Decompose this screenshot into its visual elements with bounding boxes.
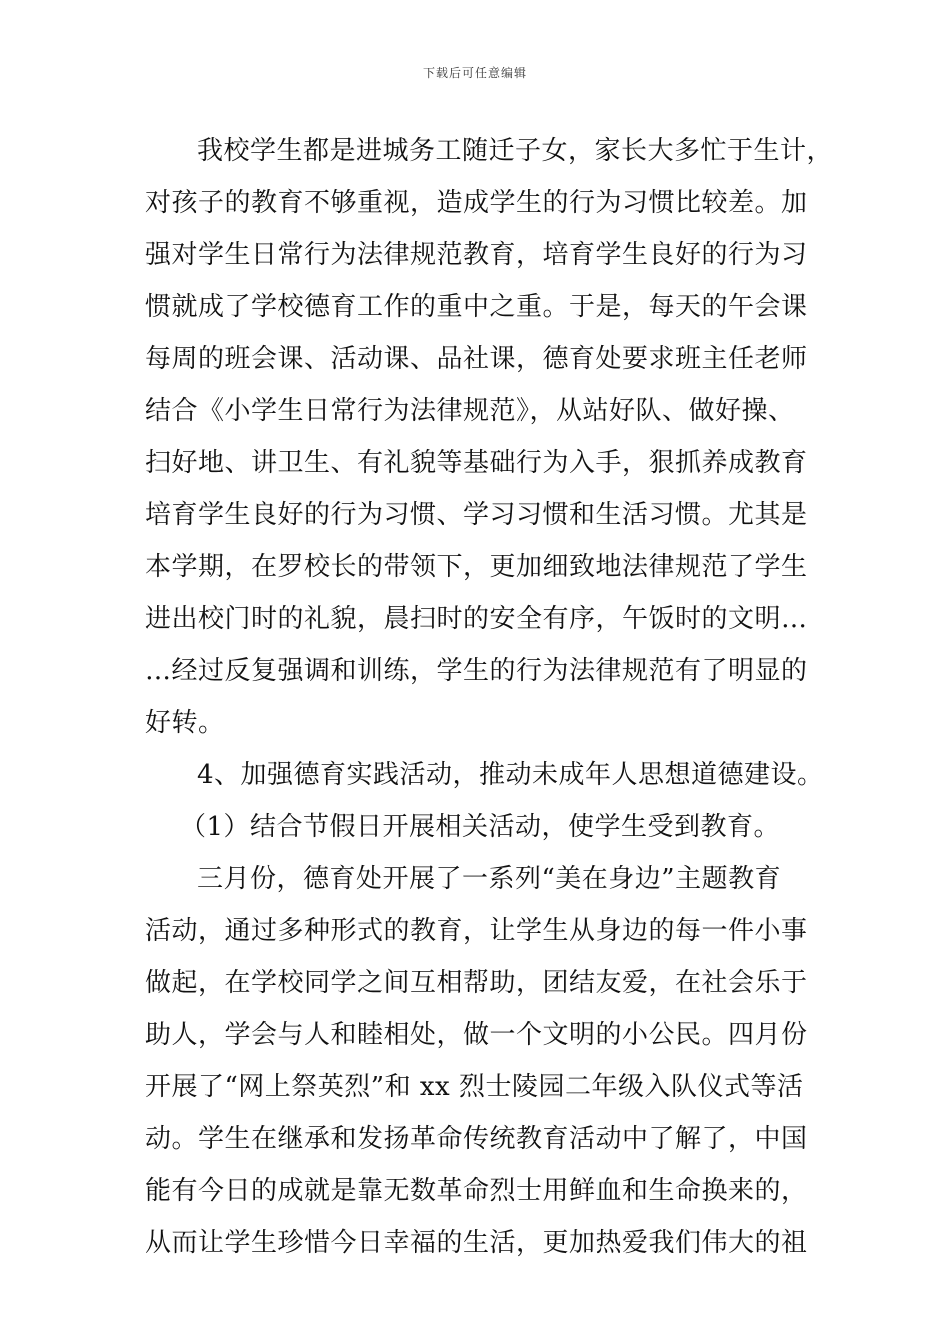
- paragraph-line: 进出校门时的礼貌，晨扫时的安全有序，午饭时的文明…: [145, 604, 808, 634]
- paragraph-line: 我校学生都是进城务工随迁子女，家长大多忙于生计，: [197, 136, 834, 166]
- paragraph-line: 三月份，德育处开展了一系列“美在身边”主题教育: [197, 864, 782, 894]
- paragraph-line: 好转。: [145, 708, 225, 738]
- paragraph-line: 本学期，在罗校长的带领下，更加细致地法律规范了学生: [145, 552, 808, 582]
- paragraph-line: 动。学生在继承和发扬革命传统教育活动中了解了，中国: [145, 1124, 808, 1154]
- paragraph-line: 惯就成了学校德育工作的重中之重。于是，每天的午会课: [145, 292, 808, 322]
- subsection-heading: （1）结合节假日开展相关活动，使学生受到教育。: [180, 812, 781, 842]
- header-note: 下载后可任意编辑: [422, 66, 527, 80]
- paragraph-line: 活动，通过多种形式的教育，让学生从身边的每一件小事: [145, 916, 808, 946]
- paragraph-line: 扫好地、讲卫生、有礼貌等基础行为入手，狠抓养成教育: [145, 448, 808, 478]
- paragraph-line: 强对学生日常行为法律规范教育，培育学生良好的行为习: [145, 240, 808, 270]
- paragraph-line: 从而让学生珍惜今日幸福的生活，更加热爱我们伟大的祖: [145, 1228, 808, 1258]
- paragraph-line: 做起，在学校同学之间互相帮助，团结友爱，在社会乐于: [145, 968, 808, 998]
- paragraph-line: 每周的班会课、活动课、品社课，德育处要求班主任老师: [145, 344, 808, 374]
- paragraph-line: 能有今日的成就是靠无数革命烈士用鲜血和生命换来的，: [145, 1176, 808, 1206]
- paragraph-line: 对孩子的教育不够重视，造成学生的行为习惯比较差。加: [145, 188, 808, 218]
- section-heading: 4、加强德育实践活动，推动未成年人思想道德建设。: [197, 760, 824, 790]
- paragraph-line: 培育学生良好的行为习惯、学习习惯和生活习惯。尤其是: [145, 500, 808, 530]
- paragraph-line: 开展了“网上祭英烈”和 xx 烈士陵园二年级入队仪式等活: [145, 1072, 804, 1102]
- paragraph-line: 结合《小学生日常行为法律规范》，从站好队、做好操、: [145, 396, 795, 426]
- paragraph-line: …经过反复强调和训练，学生的行为法律规范有了明显的: [145, 656, 808, 686]
- paragraph-line: 助人，学会与人和睦相处，做一个文明的小公民。四月份: [145, 1020, 808, 1050]
